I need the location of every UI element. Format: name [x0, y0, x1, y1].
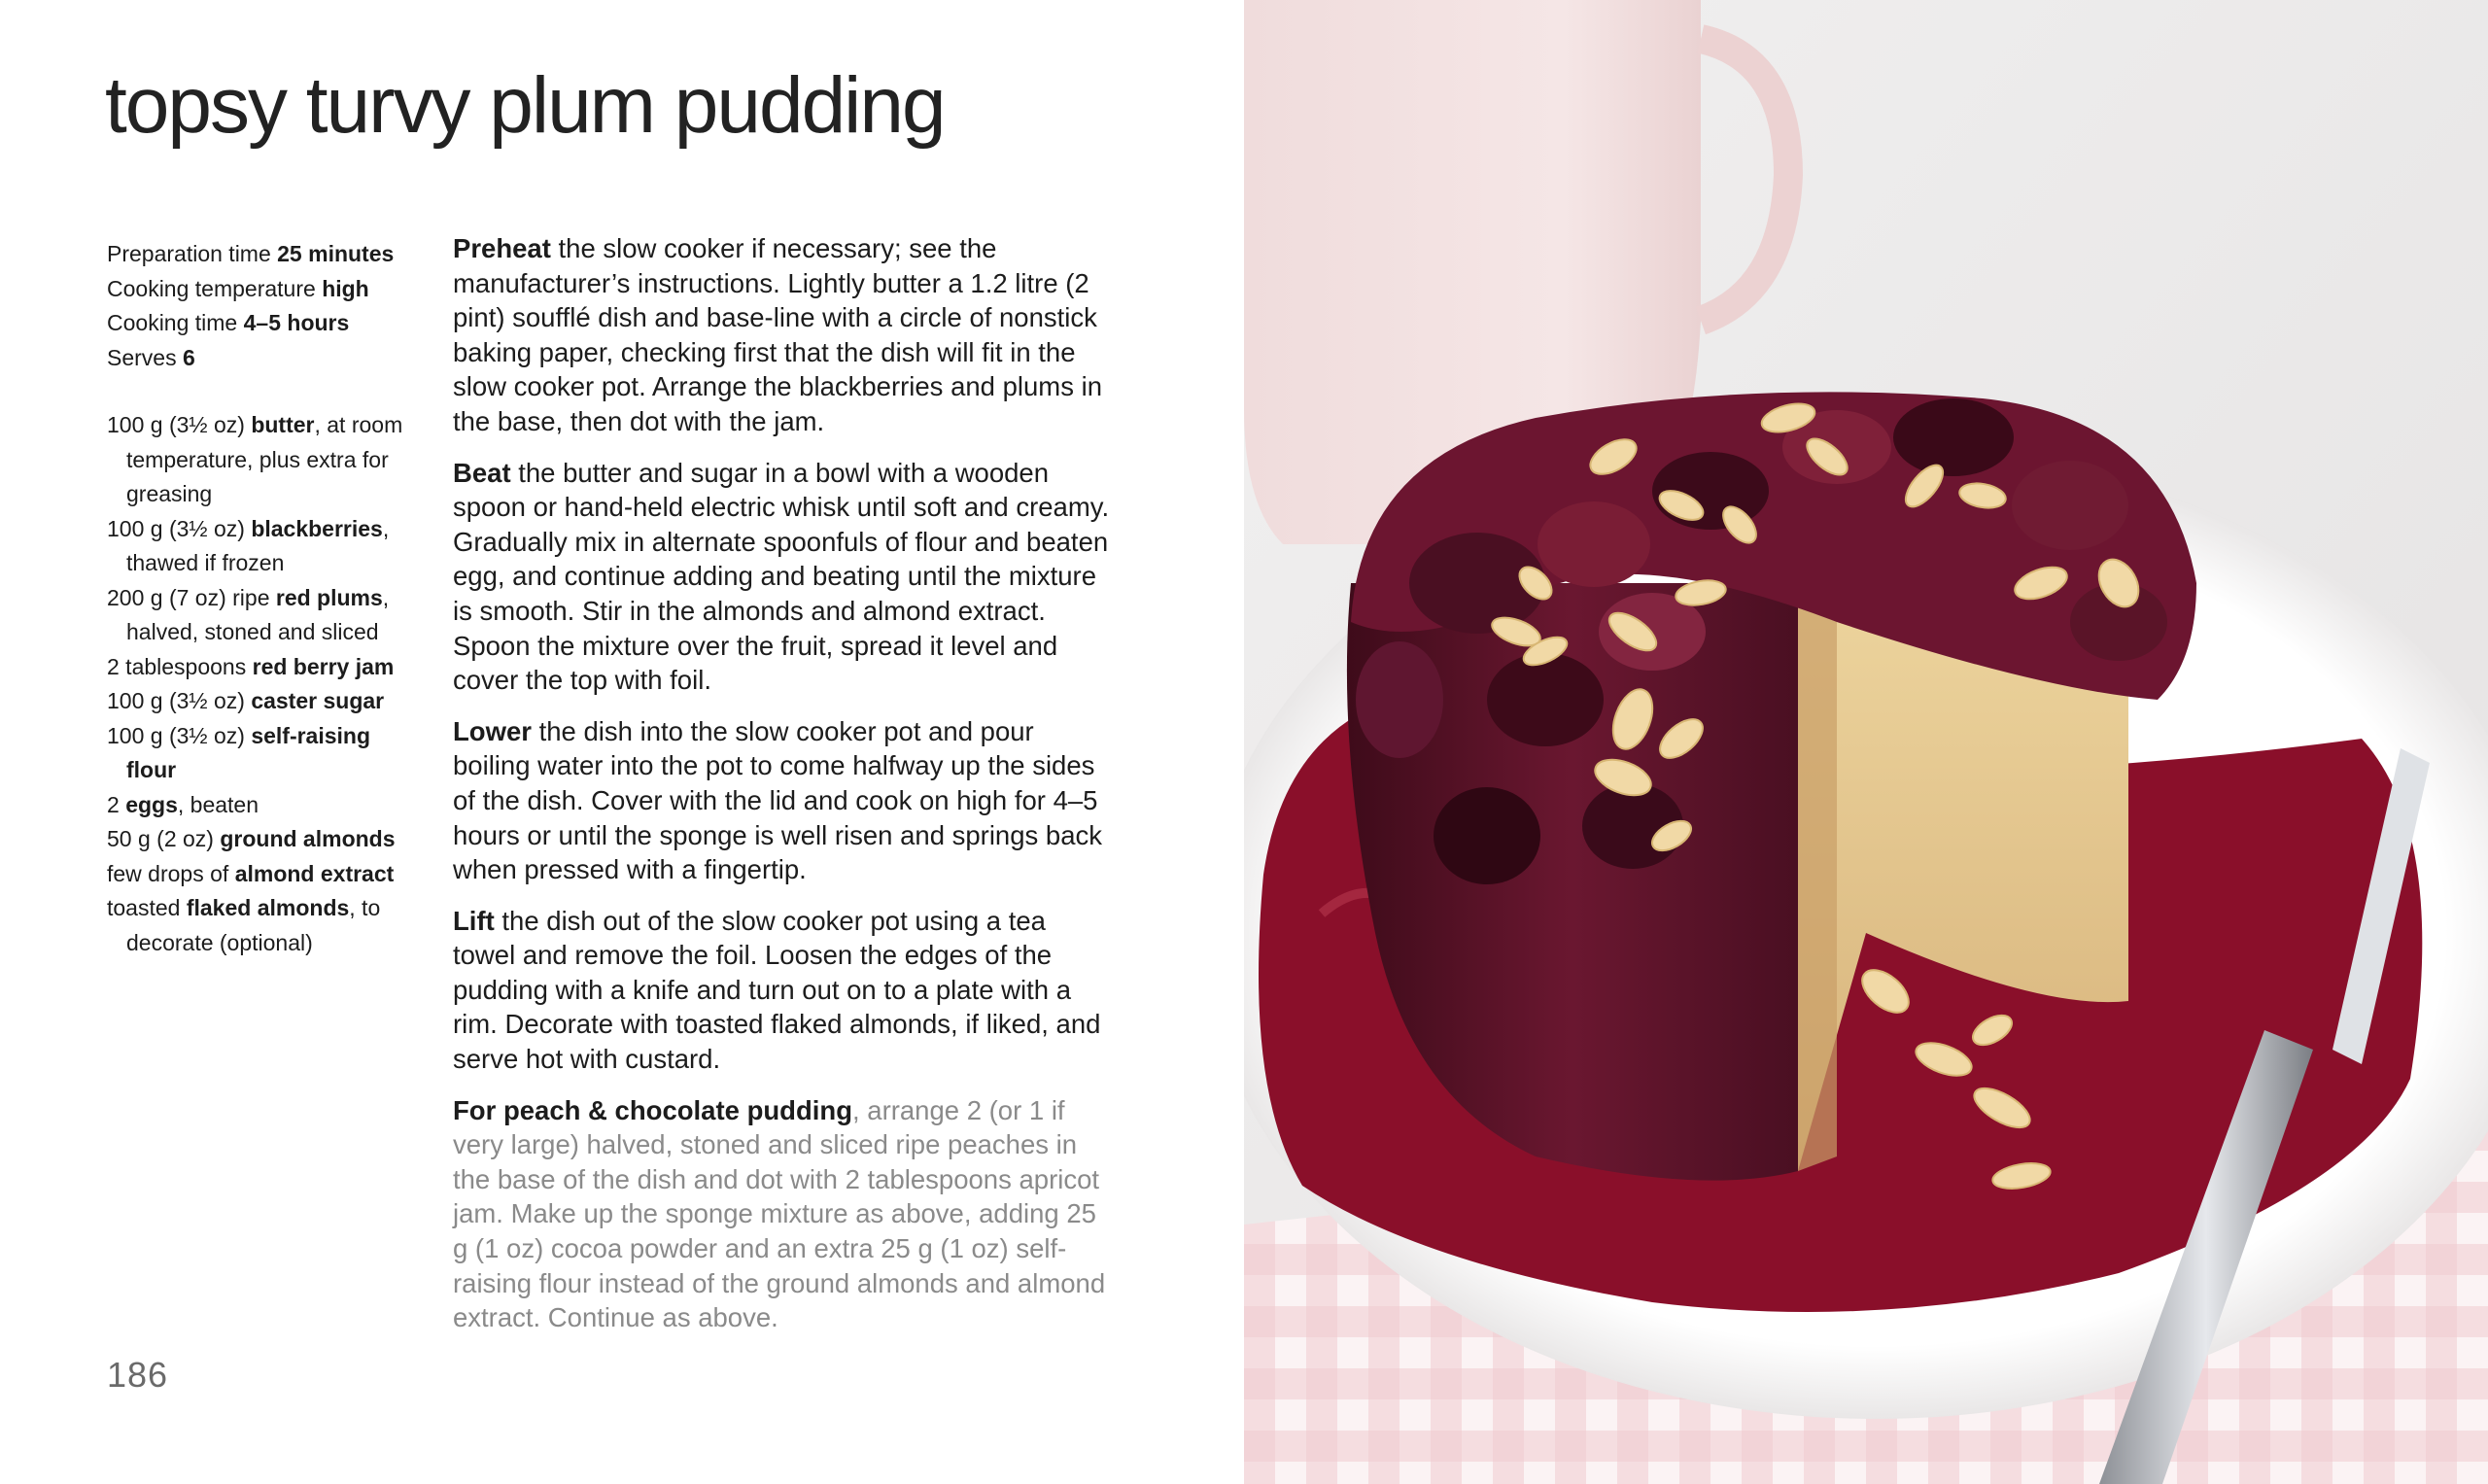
ingredient-item: 50 g (2 oz) ground almonds — [107, 826, 396, 851]
method-step-beat: Beat the butter and sugar in a bowl with a wooden spoon or hand-held electric whisk until soft and creamy. Gradually mix in alternate spoonfuls of flour and beaten egg, and continue adding and beating until the mixture is smooth. Stir in the almonds and almond extract. Spoon the mixture over the fruit, spread it level and cover the top with foil. — [453, 457, 1110, 696]
method-step-lower: Lower the dish into the slow cooker pot and pour boiling water into the pot to come halfway up the sides of the dish. Cover with the lid and cook on high for 4–5 hours or until the sponge is well risen and springs back when pressed with a fingertip. — [453, 715, 1103, 885]
ingredient-item: 100 g (3½ oz) caster sugar — [107, 688, 385, 713]
ingredient-item: 2 eggs, beaten — [107, 791, 259, 817]
method-step-lift: Lift the dish out of the slow cooker pot using a tea towel and remove the foil. Loosen the edges of the pudding with a knife and turn out on to a plate with a rim. Decorate with toasted flaked almonds, if liked, and serve hot with custard. — [453, 905, 1101, 1075]
ingredient-item: 100 g (3½ oz) self-raising flour — [107, 722, 371, 782]
page-number: 186 — [107, 1355, 169, 1395]
recipe-variation: For peach & chocolate pudding, arrange 2 (or 1 if very large) halved, stoned and sliced ripe peaches in the base of the dish and dot with 2 tablespoons apricot jam. Make up the sponge mixture as above, adding 25 g (1 oz) cocoa powder and an extra 25 g (1 oz) self-raising flour instead of the ground almonds and almond extract. Continue as above. — [453, 1094, 1106, 1333]
ingredient-item: 200 g (7 oz) ripe red plums, halved, stoned and sliced — [107, 584, 390, 644]
ingredient-item: few drops of almond extract — [107, 860, 395, 886]
prep-time: Preparation time 25 minutes — [107, 241, 395, 266]
recipe-meta — [107, 237, 418, 375]
ingredient-item: 100 g (3½ oz) butter, at room temperature, plus extra for greasing — [107, 412, 403, 506]
serves: Serves 6 — [107, 344, 195, 370]
ingredient-item: 100 g (3½ oz) blackberries, thawed if frozen — [107, 515, 390, 575]
cooking-temperature: Cooking temperature high — [107, 275, 369, 301]
method-steps — [453, 231, 1114, 1352]
pudding-photo — [1244, 0, 2488, 1484]
ingredient-item: toasted flaked almonds, to decorate (optional) — [107, 895, 381, 955]
recipe-title: topsy turvy plum pudding — [105, 61, 945, 150]
ingredient-list — [107, 408, 426, 960]
method-step-preheat: Preheat the slow cooker if necessary; see the manufacturer’s instructions. Lightly butter a 1.2 litre (2 pint) soufflé dish and base-line with a circle of nonstick baking paper, checking first that the dish will fit in the slow cooker pot. Arrange the blackberries and plums in the base, then dot with the jam. — [453, 233, 1102, 436]
cooking-time: Cooking time 4–5 hours — [107, 310, 350, 335]
ingredient-item: 2 tablespoons red berry jam — [107, 653, 395, 679]
